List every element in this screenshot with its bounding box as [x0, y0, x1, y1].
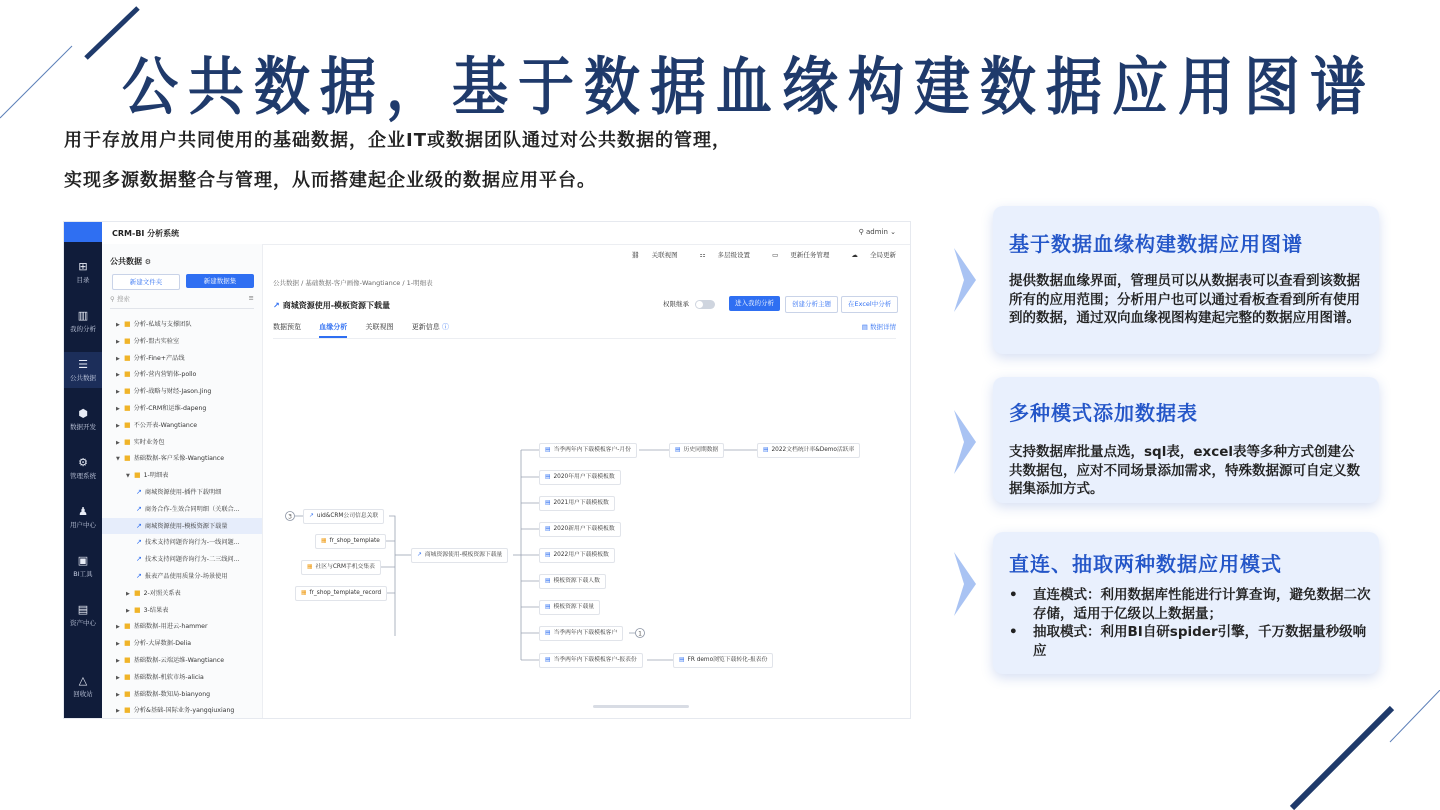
tree-item-label: 分析-盟古实验室 — [133, 337, 180, 345]
tree-table-item[interactable] — [102, 534, 262, 551]
db-table-icon: ▦ — [321, 538, 327, 544]
lineage-source-node[interactable]: ▦ fr_shop_template — [315, 534, 386, 549]
caret-down-icon[interactable]: ▼ — [116, 456, 120, 463]
tree-folder-item[interactable] — [102, 434, 262, 451]
folder-icon: ■ — [124, 706, 131, 715]
feature-card-add-tables — [993, 377, 1379, 503]
tree-folder-item[interactable] — [102, 602, 262, 619]
chevron-down-icon: ⌄ — [887, 228, 896, 236]
lineage-target-node[interactable]: ▤ 模板资源下载人数 — [539, 574, 606, 589]
tree-item-label: 技术支持问题咨询行为-一线问题... — [144, 539, 240, 547]
caret-right-icon[interactable]: ▶ — [116, 624, 120, 631]
nav-item-data-dev[interactable]: ⬢ 数据开发 — [64, 407, 102, 431]
lineage-count-right: 1 — [638, 630, 642, 638]
report-icon: ▤ — [545, 578, 551, 584]
report-icon: ▤ — [545, 526, 551, 532]
lineage-source-node[interactable]: ↗ uid&CRM公司信息关联 — [303, 509, 384, 524]
folder-icon: ■ — [124, 336, 131, 345]
dataset-icon: ↗ — [136, 571, 142, 580]
folder-icon: ■ — [124, 622, 131, 631]
main-toolbar — [611, 250, 896, 259]
toolbox-icon: ▣ — [77, 554, 89, 567]
cloud-icon: ☁ — [851, 251, 860, 259]
folder-icon: ■ — [124, 639, 131, 648]
card-text: 支持数据库批量点选，sql表，excel表等多种方式创建公共数据包，应对不同场景添加需求，特殊数据源可自定义数据集添加方式。 — [1009, 444, 1360, 497]
app-nav-sidebar — [64, 222, 102, 718]
folder-icon: ■ — [134, 588, 141, 597]
folder-icon: ■ — [124, 370, 131, 379]
tree-item-label: 基础数据-客户采像-Wangtiance — [133, 455, 225, 463]
panel-title: 公共数据 ⚙ — [110, 257, 152, 266]
main-area — [263, 244, 910, 718]
tree-item-label: 基础数据-数知局-bianyong — [133, 690, 211, 698]
db-table-icon: ▦ — [307, 564, 313, 570]
tree-item-label: 分析-大屏数据-Delia — [133, 640, 192, 648]
tree-folder-item[interactable] — [102, 350, 262, 367]
assets-icon: ▤ — [77, 603, 89, 616]
caret-right-icon[interactable]: ▶ — [116, 338, 120, 345]
lineage-chain-node[interactable]: ▤ 历史同期数据 — [669, 443, 724, 458]
report-icon: ▤ — [545, 604, 551, 610]
detail-icon: ▤ — [861, 323, 870, 331]
feature-card-modes — [993, 532, 1379, 674]
card-title: 基于数据血缘构建数据应用图谱 — [1009, 232, 1303, 256]
lineage-target-node[interactable]: ▤ 当季两年内下载模板客户-报表份 — [539, 653, 643, 668]
lineage-source-node[interactable]: ▦ 社区与CRM手机交集表 — [301, 560, 381, 575]
tree-folder-item[interactable] — [102, 702, 262, 718]
tab-bar — [273, 322, 896, 339]
tree-folder-item[interactable] — [102, 467, 262, 484]
tree-item-label: 商城资源使用-模板资源下载量 — [144, 522, 228, 530]
folder-icon: ■ — [124, 403, 131, 412]
lineage-source-node[interactable]: ▦ fr_shop_template_record — [295, 586, 387, 601]
tree-item-label: 分析-战略与财经-Jason.Jing — [133, 388, 212, 396]
tree-item-label: 分析&基础-国际业务-yangqiuxiang — [133, 707, 235, 715]
gear-icon: ⚙ — [78, 456, 88, 469]
tree-folder-item[interactable] — [102, 333, 262, 350]
users-icon: ♟ — [78, 505, 88, 518]
nav-item-public-data[interactable]: ☰ 公共数据 — [64, 352, 102, 388]
tree-folder-item[interactable] — [102, 366, 262, 383]
nav-item-catalog[interactable]: ⊞ 目录 — [64, 260, 102, 284]
caret-right-icon[interactable]: ▶ — [126, 590, 130, 597]
grid-icon: ⊞ — [78, 260, 88, 273]
toolbar-global-update[interactable]: ☁ 全局更新 — [851, 251, 896, 259]
subtitle-line-2: 实现多源数据整合与管理，从而搭建起企业级的数据应用平台。 — [64, 170, 596, 191]
app-screenshot — [64, 222, 910, 718]
caret-right-icon[interactable]: ▶ — [116, 322, 120, 328]
tree-folder-item[interactable] — [102, 316, 262, 333]
caret-right-icon[interactable]: ▶ — [116, 372, 120, 379]
breadcrumb: 公共数据 / 基础数据-客户画像-Wangtiance / 1-明细表 — [273, 279, 433, 287]
bullet-extract-mode: • 抽取模式：利用BI自研spider引擎，千万数据量秒级响应 — [1009, 623, 1373, 660]
table-icon: ↗ — [309, 513, 314, 519]
tree-table-item[interactable] — [102, 484, 262, 501]
hexagon-icon: ⬢ — [78, 407, 88, 420]
db-table-icon: ▦ — [301, 590, 307, 596]
caret-right-icon[interactable]: ▶ — [126, 607, 130, 614]
caret-right-icon[interactable]: ▶ — [116, 691, 120, 698]
tree-folder-item[interactable] — [102, 417, 262, 434]
caret-down-icon[interactable]: ▼ — [126, 473, 130, 480]
database-icon: ☰ — [78, 358, 88, 371]
card-title: 直连、抽取两种数据应用模式 — [1009, 552, 1282, 576]
clipboard-icon: ▭ — [772, 251, 781, 259]
tab-related-view[interactable]: 关联视图 — [365, 323, 394, 331]
dataset-icon: ↗ — [136, 504, 142, 513]
caret-right-icon[interactable]: ▶ — [116, 355, 120, 362]
tree-folder-item[interactable] — [102, 686, 262, 703]
caret-right-icon[interactable]: ▶ — [116, 708, 120, 715]
toolbar-related-view[interactable]: ⛓ 关联视图 — [631, 251, 678, 259]
tree-table-item[interactable] — [102, 568, 262, 585]
folder-icon: ■ — [134, 605, 141, 614]
nav-item-bi-tools[interactable]: ▣ BI工具 — [64, 554, 102, 578]
new-folder-button[interactable]: 新建文件夹 — [112, 274, 180, 290]
table-icon: ↗ — [273, 301, 280, 310]
search-input[interactable]: ⚲ 搜索 ≡ — [110, 294, 254, 309]
public-data-panel — [102, 244, 263, 718]
table-icon: ↗ — [417, 552, 422, 558]
caret-right-icon[interactable]: ▶ — [116, 405, 120, 412]
folder-icon: ■ — [124, 387, 131, 396]
user-icon: ⚲ — [858, 228, 866, 236]
tree-folder-item[interactable] — [102, 585, 262, 602]
card-title: 多种模式添加数据表 — [1009, 401, 1198, 425]
recycle-icon: △ — [78, 674, 88, 687]
tree-item-label: 商务合作-生效合同明细（关联合... — [144, 505, 240, 513]
tree-folder-item[interactable] — [102, 669, 262, 686]
report-icon: ▤ — [545, 630, 551, 636]
tree-item-label: 分析-私域与支撑团队 — [133, 321, 192, 328]
app-logo — [64, 222, 102, 242]
chevron-right-icon — [950, 552, 980, 616]
data-detail-link[interactable]: ▤ 数据详情 — [861, 323, 896, 331]
report-icon: ▤ — [545, 474, 551, 480]
tree-item-label: 商城资源使用-插件下载明细 — [144, 488, 222, 496]
caret-right-icon[interactable]: ▶ — [116, 641, 120, 648]
folder-icon: ■ — [124, 437, 131, 446]
tree-item-label: 1-明细表 — [143, 472, 169, 480]
caret-right-icon[interactable]: ▶ — [116, 389, 120, 396]
search-icon: ⚲ — [110, 295, 117, 303]
lineage-target-node[interactable]: ▤ 模板资源下载量 — [539, 600, 600, 615]
toolbar-update-tasks[interactable]: ▭ 更新任务管理 — [772, 251, 830, 259]
bullet-direct-mode: • 直连模式：利用数据库性能进行计算查询，避免数据二次存储，适用于亿级以上数据量； — [1009, 586, 1373, 623]
folder-icon: ■ — [124, 689, 131, 698]
dataset-title: ↗ 商城资源使用-模板资源下载量 — [273, 301, 391, 310]
tree-item-label: 分析-CRM和运维-dapeng — [133, 404, 207, 412]
chevron-right-icon — [950, 410, 980, 474]
feature-card-lineage — [993, 206, 1379, 354]
card-text: 提供数据血缘界面，管理员可以从数据表可以查看到该数据所有的应用范围；分析用户也可以通过看板查看到所有使用到的数据，通过双向血缘视图构建起完整的数据应用图谱。 — [1009, 273, 1360, 326]
folder-icon: ■ — [134, 471, 141, 480]
tree-folder-item[interactable] — [102, 635, 262, 652]
tree-folder-item[interactable] — [102, 400, 262, 417]
tree-item-label: 报表产品使用质量分-场景使用 — [144, 572, 228, 580]
tree-item-label: 分析-Fine+产品线 — [133, 354, 185, 362]
tree-item-label: 实时业务包 — [133, 438, 165, 446]
lineage-count-left: 3 — [288, 513, 292, 521]
caret-right-icon[interactable]: ▶ — [116, 657, 120, 664]
subtitle-line-1: 用于存放用户共同使用的基础数据，企业IT或数据团队通过对公共数据的管理， — [64, 130, 731, 151]
create-theme-button[interactable]: 创建分析主题 — [785, 296, 838, 313]
tree-item-label: 基础数据-云端运维-Wangtiance — [133, 656, 225, 664]
folder-icon: ■ — [124, 353, 131, 362]
horizontal-scrollbar[interactable] — [593, 705, 689, 708]
nav-item-recycle[interactable]: △ 回收站 — [64, 674, 102, 698]
dataset-icon: ↗ — [136, 555, 142, 564]
tab-lineage[interactable]: 血缘分析 — [319, 322, 347, 338]
tree-item-label: 分析-营内营销体-pollo — [133, 371, 197, 379]
lineage-target-node[interactable]: ▤ 2020年用户下载模板数 — [539, 470, 621, 485]
tree-item-label: 不公开表-Wangtiance — [133, 421, 198, 429]
report-icon: ▤ — [679, 657, 685, 663]
lineage-target-node[interactable]: ▤ 2021用户下载模板数 — [539, 496, 615, 511]
caret-right-icon[interactable]: ▶ — [116, 674, 120, 681]
folder-icon: ■ — [124, 672, 131, 681]
caret-right-icon[interactable]: ▶ — [116, 422, 120, 429]
tree-item-label: 基础数据-机软市场-alicia — [133, 673, 204, 681]
folder-icon: ■ — [124, 655, 131, 664]
hierarchy-icon: ⚏ — [699, 251, 708, 259]
nav-item-admin[interactable]: ⚙ 管理系统 — [64, 456, 102, 480]
tree-item-label: 基础数据-用进云-hammer — [133, 623, 208, 631]
enter-my-analysis-button[interactable]: 进入我的分析 — [729, 296, 780, 311]
tree-item-label: 技术支持问题咨询行为-二三线问... — [144, 556, 240, 564]
lineage-target-node[interactable]: ▤ 当季两年内下载模板客户 — [539, 626, 623, 641]
lineage-target-node[interactable]: ▤ 2022用户下载模板数 — [539, 548, 615, 563]
report-icon: ▤ — [545, 657, 551, 663]
dataset-icon: ↗ — [136, 521, 142, 530]
excel-analysis-button[interactable]: 在Excel中分析 — [841, 296, 898, 313]
tree-folder-item[interactable] — [102, 618, 262, 635]
new-dataset-button[interactable]: 新建数据集 — [186, 274, 254, 288]
slide-title: 公共数据，基于数据血缘构建数据应用图谱 — [122, 51, 1376, 125]
tab-update-info[interactable]: 更新信息 ⓘ — [411, 323, 449, 331]
tab-data-preview[interactable]: 数据预览 — [273, 323, 301, 331]
app-name: CRM-BI 分析系统 — [112, 229, 180, 238]
report-icon: ▤ — [545, 552, 551, 558]
folder-icon: ■ — [124, 454, 131, 463]
settings-icon[interactable]: ⚙ — [144, 258, 152, 266]
folder-icon: ■ — [124, 420, 131, 429]
lineage-target-node[interactable]: ▤ 2020新用户下载模板数 — [539, 522, 621, 537]
lineage-center-node[interactable]: ↗ 商城资源使用-模板资源下载量 — [411, 548, 508, 563]
tree-table-item[interactable] — [102, 501, 262, 518]
tree-folder-item[interactable] — [102, 652, 262, 669]
nav-item-assets[interactable]: ▤ 资产中心 — [64, 603, 102, 627]
toolbar-multilevel[interactable]: ⚏ 多层级设置 — [699, 251, 751, 259]
card-bullets — [1009, 586, 1373, 660]
tree-item-label: 3-结果表 — [143, 606, 169, 614]
decor-lines-bottom-right — [1280, 690, 1440, 810]
report-icon: ▤ — [545, 447, 551, 453]
tree-table-item[interactable] — [102, 551, 262, 568]
user-menu[interactable]: ⚲ admin ⌄ — [858, 228, 896, 236]
info-icon: ⓘ — [441, 323, 449, 331]
lineage-chain-node[interactable]: ▤ FR demo浏览下载转化-报表份 — [673, 653, 773, 668]
lineage-target-node[interactable]: ▤ 当季两年内下载模板客户-月份 — [539, 443, 637, 458]
nav-item-user-center[interactable]: ♟ 用户中心 — [64, 505, 102, 529]
report-icon: ▤ — [545, 500, 551, 506]
tree-folder-item[interactable] — [102, 383, 262, 400]
permission-toggle[interactable] — [695, 300, 715, 309]
tree-table-item[interactable] — [102, 518, 262, 535]
chart-icon: ▥ — [77, 309, 89, 322]
filter-icon[interactable]: ≡ — [248, 294, 254, 302]
tree-item-label: 2-对照关系表 — [143, 589, 181, 597]
folder-icon: ■ — [124, 320, 131, 328]
tree-folder-item[interactable] — [102, 450, 262, 467]
link-icon: ⛓ — [631, 251, 642, 259]
report-icon: ▤ — [675, 447, 681, 453]
dataset-icon: ↗ — [136, 487, 142, 496]
lineage-graph — [263, 340, 910, 718]
app-topbar — [102, 222, 910, 245]
caret-right-icon[interactable]: ▶ — [116, 439, 120, 446]
lineage-chain-node[interactable]: ▤ 2022文档统计率&Demo活跃率 — [757, 443, 860, 458]
report-icon: ▤ — [763, 447, 769, 453]
permission-inherit: 权限继承 — [663, 299, 715, 309]
chevron-right-icon — [950, 248, 980, 312]
nav-item-my-analysis[interactable]: ▥ 我的分析 — [64, 309, 102, 333]
dataset-icon: ↗ — [136, 538, 142, 547]
dataset-tree — [102, 316, 262, 718]
